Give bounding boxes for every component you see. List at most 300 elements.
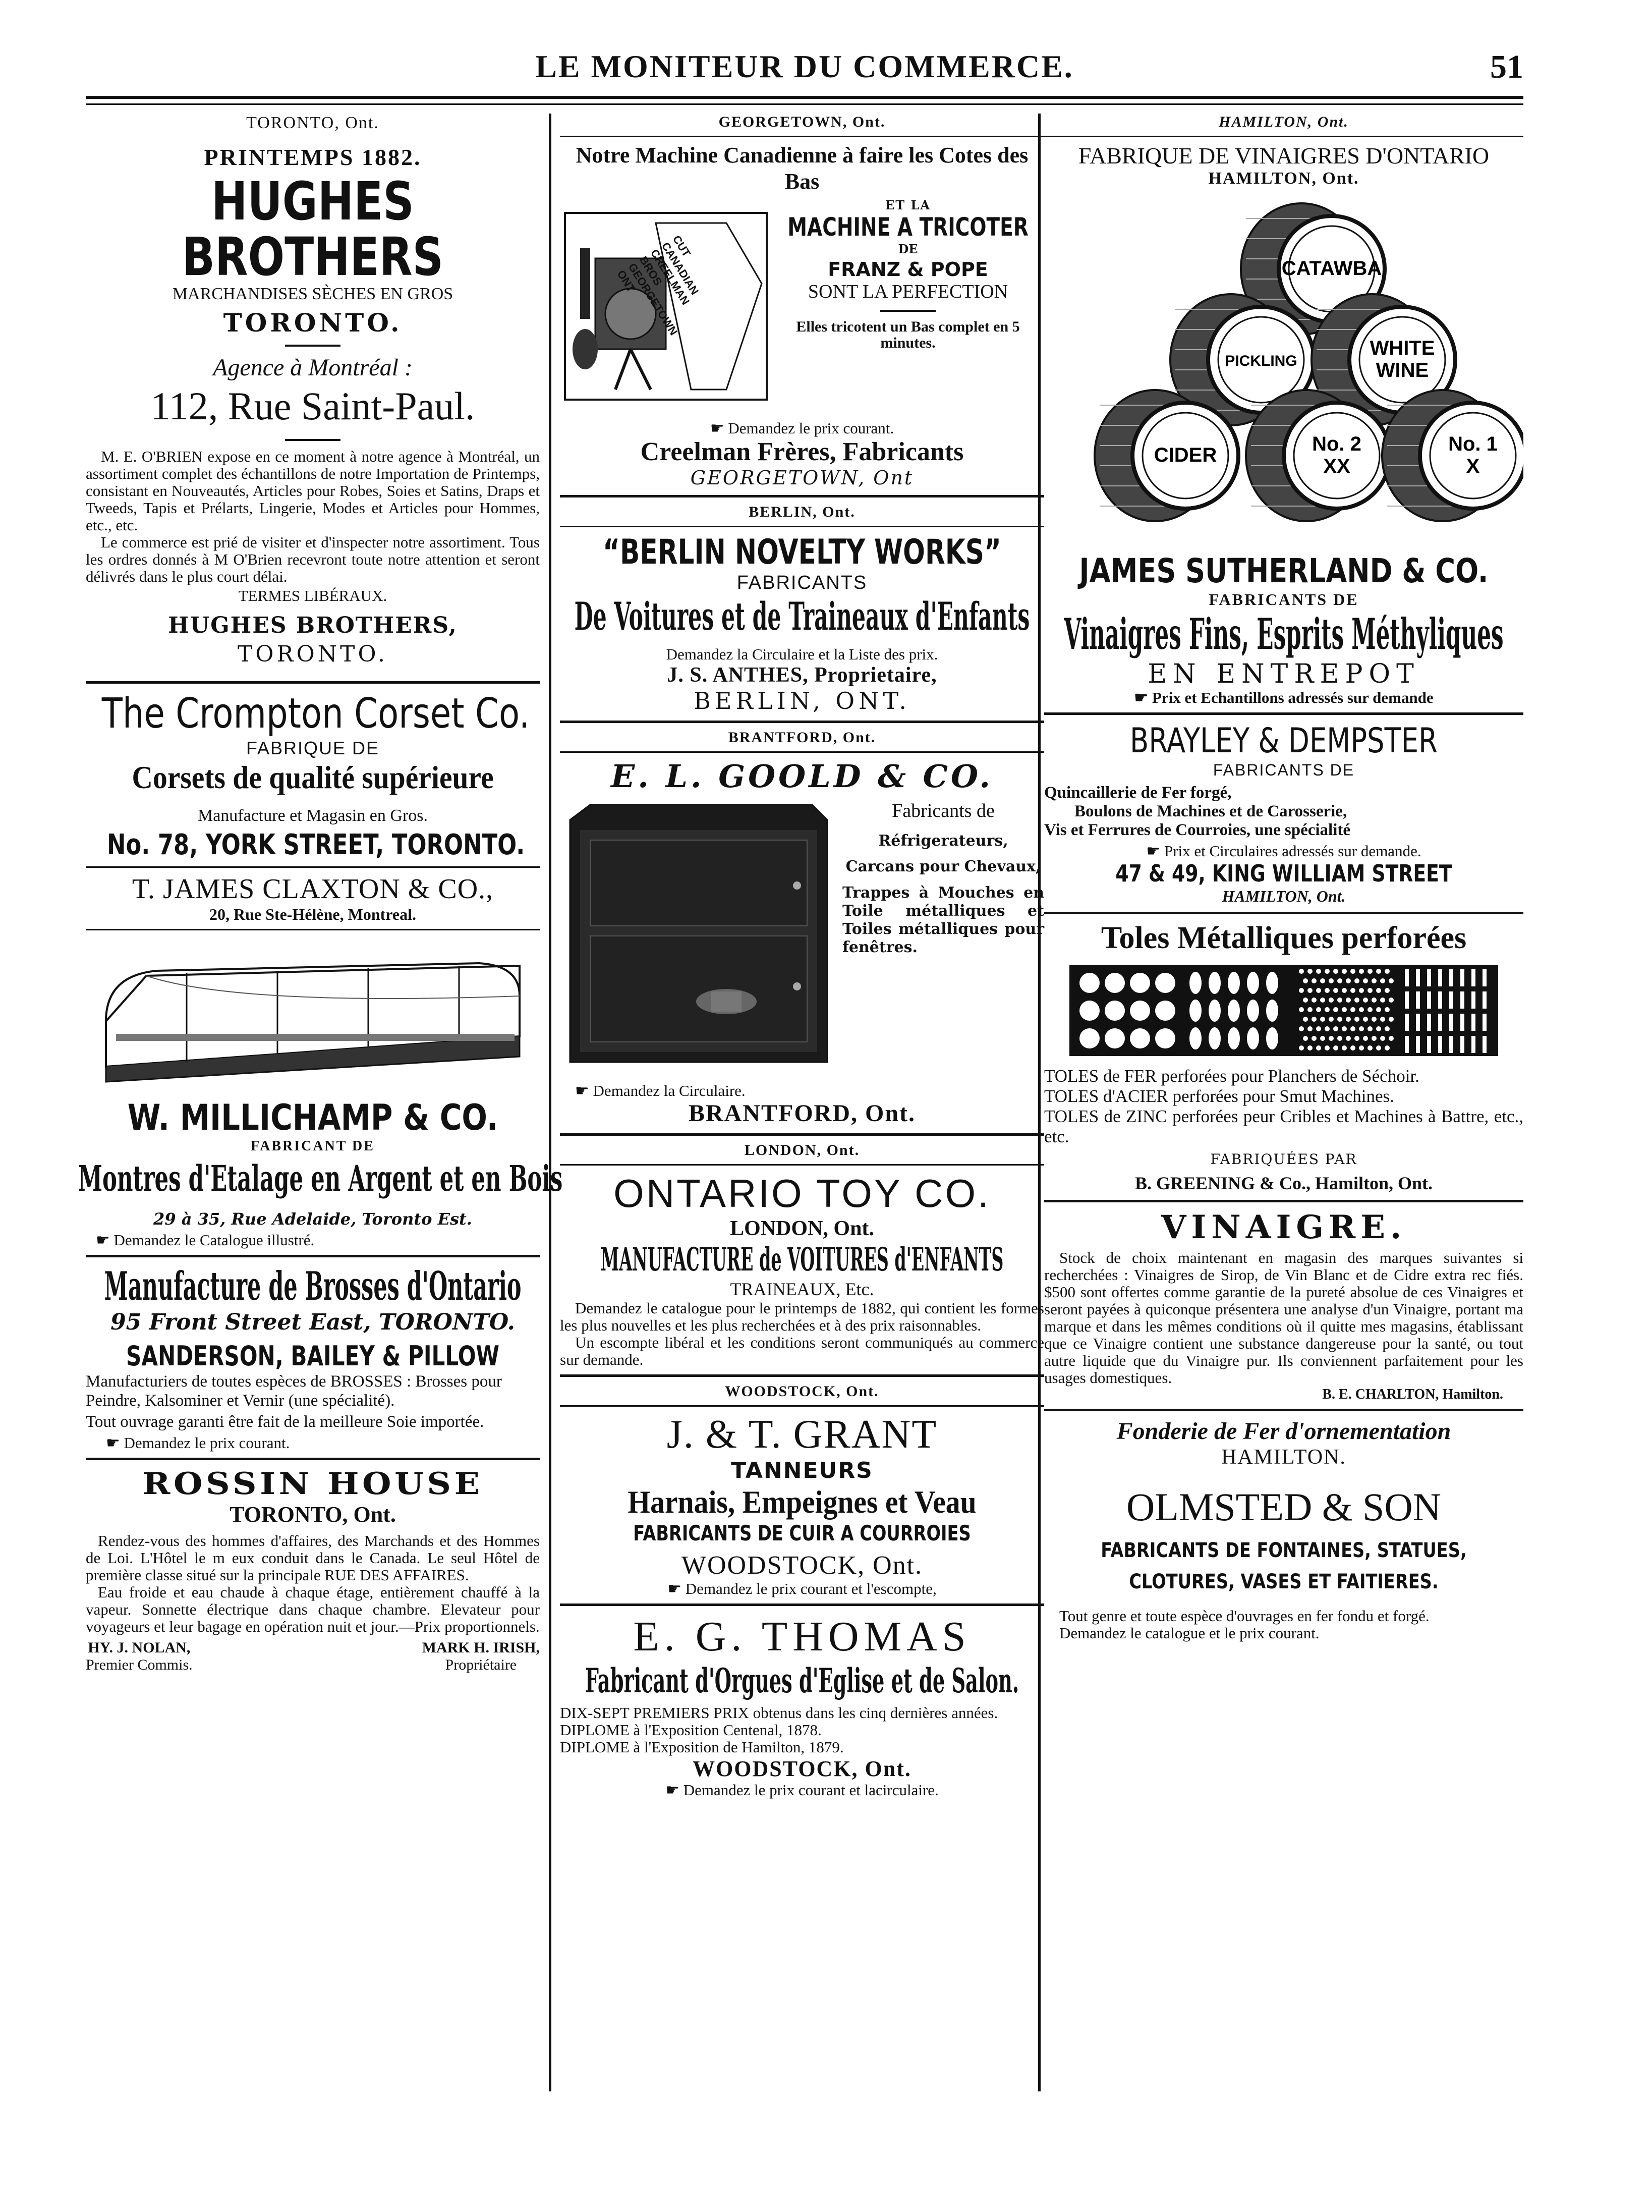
- perforation: [1385, 1045, 1390, 1050]
- ad-title: BRAYLEY & DEMPSTER: [1130, 721, 1438, 761]
- perforation: [1438, 969, 1442, 986]
- ad-city: WOODSTOCK, Ont.: [681, 1551, 923, 1580]
- divider: [560, 1374, 1044, 1377]
- perforation: [1342, 969, 1347, 974]
- ad-address: No. 78, YORK STREET, TORONTO.: [107, 828, 525, 861]
- perforation: [1385, 969, 1390, 974]
- perforation: [1312, 978, 1317, 983]
- ad-hughes-brothers: [86, 114, 540, 667]
- perforation: [1416, 1014, 1420, 1031]
- perforation: [1354, 978, 1359, 983]
- perforation: [1380, 998, 1385, 1003]
- ad-title: Notre Machine Canadienne à faire les Cotes des Bas: [576, 143, 1029, 194]
- perforation: [1376, 969, 1381, 974]
- ad-season: PRINTEMPS 1882.: [204, 144, 422, 170]
- perforation: [1460, 1014, 1464, 1031]
- perforation: [1189, 1027, 1202, 1049]
- divider: [880, 310, 936, 312]
- ad-firm: SANDERSON, BAILEY & PILLOW: [126, 1340, 499, 1372]
- ad-olmsted: [1044, 1417, 1523, 1642]
- ad-title: Manufacture de Brosses d'Ontario: [104, 1263, 522, 1309]
- divider: [86, 681, 540, 684]
- ad-title: HUGHES BROTHERS: [182, 171, 444, 288]
- divider: [1044, 712, 1523, 715]
- ad-product-2: Boulons de Machines et de Carosserie,: [1074, 802, 1347, 820]
- perforation: [1350, 1026, 1355, 1031]
- ad-firm: OLMSTED & SON: [1126, 1485, 1442, 1529]
- ad-fab: FABRICANT DE: [251, 1138, 375, 1154]
- perforation: [1105, 1028, 1125, 1048]
- ad-body: Manufacturiers de toutes espèces de BROSSES : Brosses pour Peindre, Kalsominer et Vernir (une spécialité).: [86, 1372, 502, 1410]
- ad-body: Demandez le catalogue pour le printemps de 1882, qui contient les formes les plus nouvelles et les plus recherchées et à des prix raisonnables.: [560, 1299, 1044, 1334]
- divider: [560, 495, 1044, 497]
- perforation: [1320, 1036, 1325, 1041]
- perforation: [1405, 991, 1409, 1009]
- ad-machine: MACHINE A TRICOTER: [787, 212, 1029, 242]
- perforation: [1333, 1007, 1338, 1012]
- ad-city: HAMILTON, Ont.: [1208, 169, 1359, 188]
- signature-title: Propriétaire: [445, 1656, 517, 1673]
- ad-signature-city: TORONTO.: [238, 641, 388, 667]
- divider: [86, 866, 540, 868]
- barrel-label: WHITE: [1370, 337, 1435, 359]
- ad-fab: FABRIQUÉES PAR: [1210, 1151, 1357, 1168]
- perforation: [1416, 991, 1420, 1009]
- ad-location: WOODSTOCK, Ont.: [725, 1383, 879, 1400]
- ad-trade: TANNEURS: [731, 1458, 873, 1483]
- ad-goold-block: [560, 800, 1044, 1082]
- ad-location: HAMILTON, Ont.: [1219, 114, 1349, 130]
- perforation: [1209, 972, 1221, 994]
- ad-note-text: Demandez la Circulaire.: [593, 1082, 746, 1099]
- perforation: [1350, 988, 1355, 993]
- ad-title: VINAIGRE.: [1161, 1208, 1407, 1246]
- ad-signature: B. E. CHARLTON, Hamilton.: [1322, 1387, 1503, 1402]
- perforation: [1266, 972, 1278, 994]
- ad-diploma-2: DIPLOME à l'Exposition de Hamilton, 1879.: [560, 1738, 844, 1756]
- perforation: [1471, 969, 1475, 986]
- perforation: [1389, 998, 1394, 1003]
- ad-product: Montres d'Etalage en Argent et en Bois: [78, 1157, 563, 1199]
- ad-circulaire: Demandez la Circulaire et la Liste des prix.: [666, 645, 938, 663]
- perforated-sheets-illustration: [1044, 960, 1523, 1061]
- perforation: [1346, 1017, 1351, 1022]
- ad-millichamp: [78, 935, 563, 1249]
- perforation: [1320, 978, 1325, 983]
- ad-note-text: Demandez le prix courant.: [728, 419, 894, 437]
- perforation: [1299, 1007, 1304, 1012]
- perforation: [1368, 1007, 1373, 1012]
- perforation: [1333, 969, 1338, 974]
- perforation: [1346, 998, 1351, 1003]
- ad-city: BERLIN, ONT.: [694, 687, 910, 714]
- ad-line-1: TOLES de FER perforées pour Planchers de Séchoir.: [1044, 1066, 1419, 1086]
- ad-body: DIX-SEPT PREMIERS PRIX obtenus dans les cinq dernières années.: [560, 1704, 998, 1722]
- perforation: [1372, 998, 1377, 1003]
- ad-location: LONDON, Ont.: [744, 1142, 860, 1158]
- perforation: [1299, 1045, 1304, 1050]
- ad-crompton-corset: [86, 690, 540, 924]
- ad-note: ☛ Demandez le prix courant et l'escompte,: [667, 1580, 937, 1597]
- ad-body: Un escompte libéral et les conditions seront communiqués au commerce sur demande.: [560, 1334, 1044, 1368]
- perforation: [1303, 1036, 1308, 1041]
- perforation: [1266, 1000, 1278, 1022]
- barrel-label: CATAWBA: [1281, 257, 1382, 280]
- divider: [560, 526, 1044, 527]
- machine-text: [772, 198, 1044, 351]
- barrel-label: No. 2: [1312, 433, 1361, 455]
- perforation: [1483, 969, 1487, 986]
- perforation: [1372, 1017, 1377, 1022]
- perforation: [1155, 1001, 1175, 1021]
- ad-address: 112, Rue Saint-Paul.: [150, 384, 475, 428]
- showcase-illustration: [86, 935, 540, 1087]
- perforation: [1438, 991, 1442, 1009]
- perforation: [1337, 998, 1342, 1003]
- perforation: [1449, 969, 1453, 986]
- perforation: [1320, 998, 1325, 1003]
- perforation: [1350, 969, 1355, 974]
- perforation: [1105, 1001, 1125, 1021]
- perforation: [1266, 1027, 1278, 1049]
- ad-city: WOODSTOCK, Ont.: [693, 1756, 912, 1781]
- ad-address: 29 à 35, Rue Adelaide, Toronto Est.: [153, 1209, 472, 1229]
- perforation: [1460, 991, 1464, 1009]
- ad-sub: TRAINEAUX, Etc.: [730, 1279, 874, 1299]
- perforation: [1376, 1045, 1381, 1050]
- perforation: [1427, 1036, 1431, 1053]
- ad-city: BRANTFORD, Ont.: [688, 1100, 916, 1127]
- barrel-label: WINE: [1376, 359, 1429, 381]
- divider: [1044, 912, 1523, 914]
- perforation: [1405, 969, 1409, 986]
- perforation: [1363, 978, 1368, 983]
- perforation: [1189, 1000, 1202, 1022]
- perforation: [1333, 1026, 1338, 1031]
- perforation: [1329, 978, 1334, 983]
- perforation: [1359, 969, 1364, 974]
- divider: [1044, 1200, 1523, 1202]
- barrel: [1382, 390, 1523, 521]
- perforation: [1228, 1027, 1240, 1049]
- barrel-label: No. 1: [1448, 433, 1498, 455]
- ad-franz: FRANZ & POPE: [828, 258, 988, 281]
- perforation: [1359, 988, 1364, 993]
- perforation: [1380, 1017, 1385, 1022]
- ad-note-text: Demandez le prix courant et l'escompte,: [685, 1580, 937, 1597]
- perforation: [1247, 972, 1259, 994]
- perforation: [1368, 969, 1373, 974]
- ad-grant: [560, 1383, 1044, 1597]
- column-right: [1044, 114, 1523, 2091]
- perforation: [1376, 1026, 1381, 1031]
- perforation: [1342, 1026, 1347, 1031]
- perforation: [1130, 1028, 1150, 1048]
- ad-product-3: Trappes à Mouches en Toile métalliques et Toiles métalliques pour fenêtres.: [842, 884, 1044, 956]
- perforation: [1209, 1000, 1221, 1022]
- perforation: [1438, 1036, 1442, 1053]
- divider: [1044, 136, 1523, 137]
- ad-note: ☛ Prix et Echantillons adressés sur demande: [1134, 689, 1434, 706]
- ad-firm: B. GREENING & Co., Hamilton, Ont.: [1134, 1173, 1433, 1193]
- ad-terms: TERMES LIBÉRAUX.: [238, 587, 387, 604]
- perforation: [1427, 1014, 1431, 1031]
- ad-line-3: TOLES de ZINC perforées peur Cribles et Machines à Battre, etc., etc.: [1044, 1107, 1523, 1146]
- perforation: [1307, 1026, 1313, 1031]
- perforation: [1316, 988, 1321, 993]
- perforation: [1329, 1017, 1334, 1022]
- perforation: [1449, 1036, 1453, 1053]
- ad-title: Toles Métalliques perforées: [1101, 921, 1467, 955]
- ad-fab: FABRICANTS DE: [1209, 590, 1359, 609]
- perforation: [1228, 1000, 1240, 1022]
- ad-firm: JAMES SUTHERLAND & CO.: [1079, 551, 1489, 590]
- ad-fab: FABRICANTS DE: [1213, 761, 1355, 779]
- perforation: [1385, 1026, 1390, 1031]
- perforation: [1337, 978, 1342, 983]
- perforation: [1337, 1017, 1342, 1022]
- barrel-label: CIDER: [1154, 444, 1217, 466]
- perforation: [1325, 1007, 1330, 1012]
- divider: [560, 1405, 1044, 1407]
- ad-note-text: Demandez le Catalogue illustré.: [113, 1231, 315, 1249]
- ad-note: ☛ Demandez la Circulaire.: [575, 1082, 746, 1099]
- header-rule: [86, 96, 1523, 99]
- column-middle: [560, 114, 1044, 2091]
- ad-title: W. MILLICHAMP & CO.: [127, 1097, 498, 1138]
- ad-city: HAMILTON.: [1221, 1446, 1346, 1469]
- ad-title: ONTARIO TOY CO.: [613, 1171, 991, 1215]
- perforation: [1320, 1017, 1325, 1022]
- perforation: [1079, 1001, 1100, 1021]
- ad-note: ☛ Demandez le prix courant.: [710, 419, 894, 437]
- ad-product-1: Réfrigerateurs,: [878, 832, 1008, 850]
- ad-note-text: Prix et Circulaires adressés sur demande.: [1164, 842, 1421, 860]
- perforation: [1460, 969, 1464, 986]
- perforation: [1471, 1014, 1475, 1031]
- ad-location: GEORGETOWN, Ont.: [718, 114, 886, 130]
- divider: [1044, 1409, 1523, 1411]
- ad-product: MANUFACTURE de VOITURES d'ENFANTS: [600, 1241, 1004, 1279]
- ad-subtitle: MARCHANDISES SÈCHES EN GROS: [172, 285, 453, 303]
- signature-left: [86, 1639, 193, 1674]
- perforation: [1416, 1036, 1420, 1053]
- perforation: [1380, 1036, 1385, 1041]
- perforation: [1368, 988, 1373, 993]
- perforation: [1359, 1026, 1364, 1031]
- perforation: [1389, 1036, 1394, 1041]
- signature-name: MARK H. IRISH,: [422, 1639, 540, 1656]
- perforation: [1483, 1014, 1487, 1031]
- perforation: [1405, 1036, 1409, 1053]
- ad-fab: FABRIQUE DE: [246, 738, 380, 758]
- ad-title: The Crompton Corset Co.: [101, 690, 530, 738]
- header-rule-thin: [86, 103, 1523, 105]
- ad-fab: FABRICANTS: [736, 572, 868, 593]
- ad-vinaigre: [1044, 1208, 1523, 1403]
- perforation: [1354, 1017, 1359, 1022]
- ad-body: Rendez-vous des hommes d'affaires, des Marchands et des Hommes de Loi. L'Hôtel le m eux conduit dans le Canada. Le seul Hôtel de première classe situé sur la principale RUE DES AFFAIRES.: [86, 1532, 540, 1584]
- perforation: [1333, 988, 1338, 993]
- perforation: [1337, 1036, 1342, 1041]
- ad-address: 47 & 49, KING WILLIAM STREET: [1115, 860, 1452, 887]
- perforation: [1312, 1036, 1317, 1041]
- perforation: [1363, 1036, 1368, 1041]
- perforation: [1471, 991, 1475, 1009]
- ad-title: E. G. THOMAS: [633, 1613, 971, 1660]
- perforation: [1299, 969, 1304, 974]
- ad-agent: T. JAMES CLAXTON & CO.,: [132, 873, 494, 905]
- ad-berlin-novelty: [560, 504, 1044, 714]
- ad-fab: Fabricants de: [892, 800, 995, 821]
- ad-signatures: [86, 1639, 540, 1674]
- perforation: [1471, 1036, 1475, 1053]
- perforation: [1449, 991, 1453, 1009]
- ad-note: ☛ Prix et Circulaires adressés sur demande.: [1146, 842, 1421, 860]
- perforation: [1079, 973, 1100, 993]
- ad-de: DE: [898, 242, 918, 256]
- ad-title: J. & T. GRANT: [666, 1412, 938, 1457]
- ad-signature: HUGHES BROTHERS,: [168, 613, 458, 638]
- perforation: [1363, 1017, 1368, 1022]
- ad-title: ROSSIN HOUSE: [142, 1466, 483, 1502]
- ad-note-text: Demandez le prix courant.: [124, 1434, 290, 1452]
- perforation: [1372, 1036, 1377, 1041]
- perforation: [1209, 1027, 1221, 1049]
- perforation: [1247, 1000, 1259, 1022]
- ad-note-text: Prix et Echantillons adressés sur demande: [1152, 689, 1434, 706]
- ad-line: Manufacture et Magasin en Gros.: [197, 806, 428, 825]
- ad-product: Corsets de qualité supérieure: [132, 759, 494, 795]
- perforation: [1376, 1007, 1381, 1012]
- ad-body: M. E. O'BRIEN expose en ce moment à notre agence à Montréal, un assortiment complet des échantillons de notre Importation de Printemps, consistant en Nouveautés, Articles pour Robes, Soies et Satins, Draps et Tweeds, Tapis et Prélarts, Lingerie, Modes et Articles pour Hommes, etc., etc.: [86, 448, 540, 534]
- ad-agency: Agence à Montréal :: [213, 354, 413, 381]
- perforation: [1312, 998, 1317, 1003]
- signature-title: Premier Commis.: [86, 1656, 193, 1673]
- perforation: [1359, 1007, 1364, 1012]
- perforation: [1342, 1007, 1347, 1012]
- perforation: [1350, 1007, 1355, 1012]
- perforation: [1368, 1026, 1373, 1031]
- perforation: [1325, 1026, 1330, 1031]
- perforation: [1342, 1045, 1347, 1050]
- perforation: [1307, 969, 1313, 974]
- ad-thomas: [560, 1612, 1044, 1799]
- ad-title: FABRIQUE DE VINAIGRES D'ONTARIO: [1078, 143, 1490, 169]
- barrel-label: XX: [1323, 455, 1350, 477]
- ad-body: Tout genre et toute espèce d'ouvrages en fer fondu et forgé.: [1059, 1607, 1430, 1625]
- ad-product: Vinaigres Fins, Esprits Méthyliques: [1064, 609, 1504, 659]
- divider: [86, 1458, 540, 1460]
- ad-product: Harnais, Empeignes et Veau: [628, 1484, 977, 1520]
- ad-city: TORONTO, Ont.: [230, 1502, 396, 1527]
- perforation: [1189, 972, 1202, 994]
- perforation: [1316, 969, 1321, 974]
- perforation: [1376, 988, 1381, 993]
- perforation: [1333, 1045, 1338, 1050]
- ad-city: LONDON, Ont.: [730, 1217, 874, 1240]
- ad-note-text: Demandez le prix courant et lacirculaire.: [683, 1781, 939, 1799]
- perforation: [1389, 1017, 1394, 1022]
- perforation: [1359, 1045, 1364, 1050]
- divider: [86, 1255, 540, 1257]
- page-header: [86, 48, 1523, 93]
- perforation: [1483, 1036, 1487, 1053]
- perforation: [1389, 978, 1394, 983]
- ad-product-3: Vis et Ferrures de Courroies, une spécialité: [1044, 821, 1351, 839]
- ad-tricotent: Elles tricotent un Bas complet en 5 minutes.: [796, 318, 1020, 351]
- ad-etla: ET LA: [885, 198, 931, 212]
- ad-product: De Voitures et de Traineaux d'Enfants: [574, 594, 1030, 639]
- perforation: [1303, 998, 1308, 1003]
- perforation: [1307, 1045, 1313, 1050]
- divider: [86, 929, 540, 930]
- barrel-label: X: [1466, 455, 1480, 477]
- column-divider: [549, 114, 551, 2091]
- newspaper-title: LE MONITEUR DU COMMERCE.: [535, 48, 1074, 84]
- perforation: [1427, 969, 1431, 986]
- ad-location: BRANTFORD, Ont.: [728, 729, 876, 746]
- ad-entrepot: EN ENTREPOT: [1148, 659, 1420, 689]
- ad-product-1: Quincaillerie de Fer forgé,: [1044, 784, 1232, 802]
- perforation: [1303, 1017, 1308, 1022]
- perforation: [1307, 1007, 1313, 1012]
- perforation: [1350, 1045, 1355, 1050]
- page-number: 51: [1490, 48, 1523, 85]
- ad-goold: [560, 729, 1044, 1127]
- machine-stamp: CUT CANADIAN CREELMAN BROS GEORGETOWN ONT: [614, 233, 702, 338]
- refrigerator-illustration: [560, 800, 832, 1077]
- ad-agent-address: 20, Rue Ste-Hélène, Montreal.: [209, 905, 416, 923]
- perforation: [1130, 1001, 1150, 1021]
- divider: [560, 136, 1044, 137]
- ad-brosses: [86, 1263, 540, 1452]
- perforation: [1427, 991, 1431, 1009]
- column-left: [78, 114, 563, 2091]
- perforation: [1155, 1028, 1175, 1048]
- ad-title: Fonderie de Fer d'ornementation: [1116, 1418, 1451, 1445]
- perforation: [1372, 978, 1377, 983]
- perforation: [1325, 969, 1330, 974]
- ad-product: FABRICANTS DE FONTAINES, STATUES, CLOTURES, VASES ET FAITIERES.: [1101, 1539, 1467, 1593]
- ad-title: E. L. GOOLD & CO.: [611, 758, 993, 795]
- ad-city: GEORGETOWN, Ont: [690, 467, 914, 489]
- ad-rossin-house: [86, 1466, 540, 1674]
- perforation: [1363, 998, 1368, 1003]
- ad-machine-block: [560, 198, 1044, 420]
- perforation: [1368, 1045, 1373, 1050]
- divider: [560, 1603, 1044, 1606]
- ad-creelman: [560, 114, 1044, 489]
- perforation: [1354, 998, 1359, 1003]
- signature-right: [422, 1639, 540, 1674]
- perforation: [1155, 973, 1175, 993]
- perforation: [1105, 973, 1125, 993]
- divider: [560, 1133, 1044, 1136]
- ad-firm: Creelman Frères, Fabricants: [640, 437, 964, 466]
- perforation: [1325, 1045, 1330, 1050]
- ad-note: Demandez le catalogue et le prix courant.: [1059, 1624, 1320, 1642]
- perforation: [1228, 972, 1240, 994]
- divider: [560, 721, 1044, 723]
- perforation: [1342, 988, 1347, 993]
- ad-perfection: SONT LA PERFECTION: [808, 281, 1008, 302]
- perforation: [1460, 1036, 1464, 1053]
- ad-product-2: FABRICANTS DE CUIR A COURROIES: [633, 1521, 971, 1545]
- barrel-label: PICKLING: [1225, 353, 1297, 369]
- ad-ontario-toy: [560, 1142, 1044, 1368]
- perforation: [1483, 991, 1487, 1009]
